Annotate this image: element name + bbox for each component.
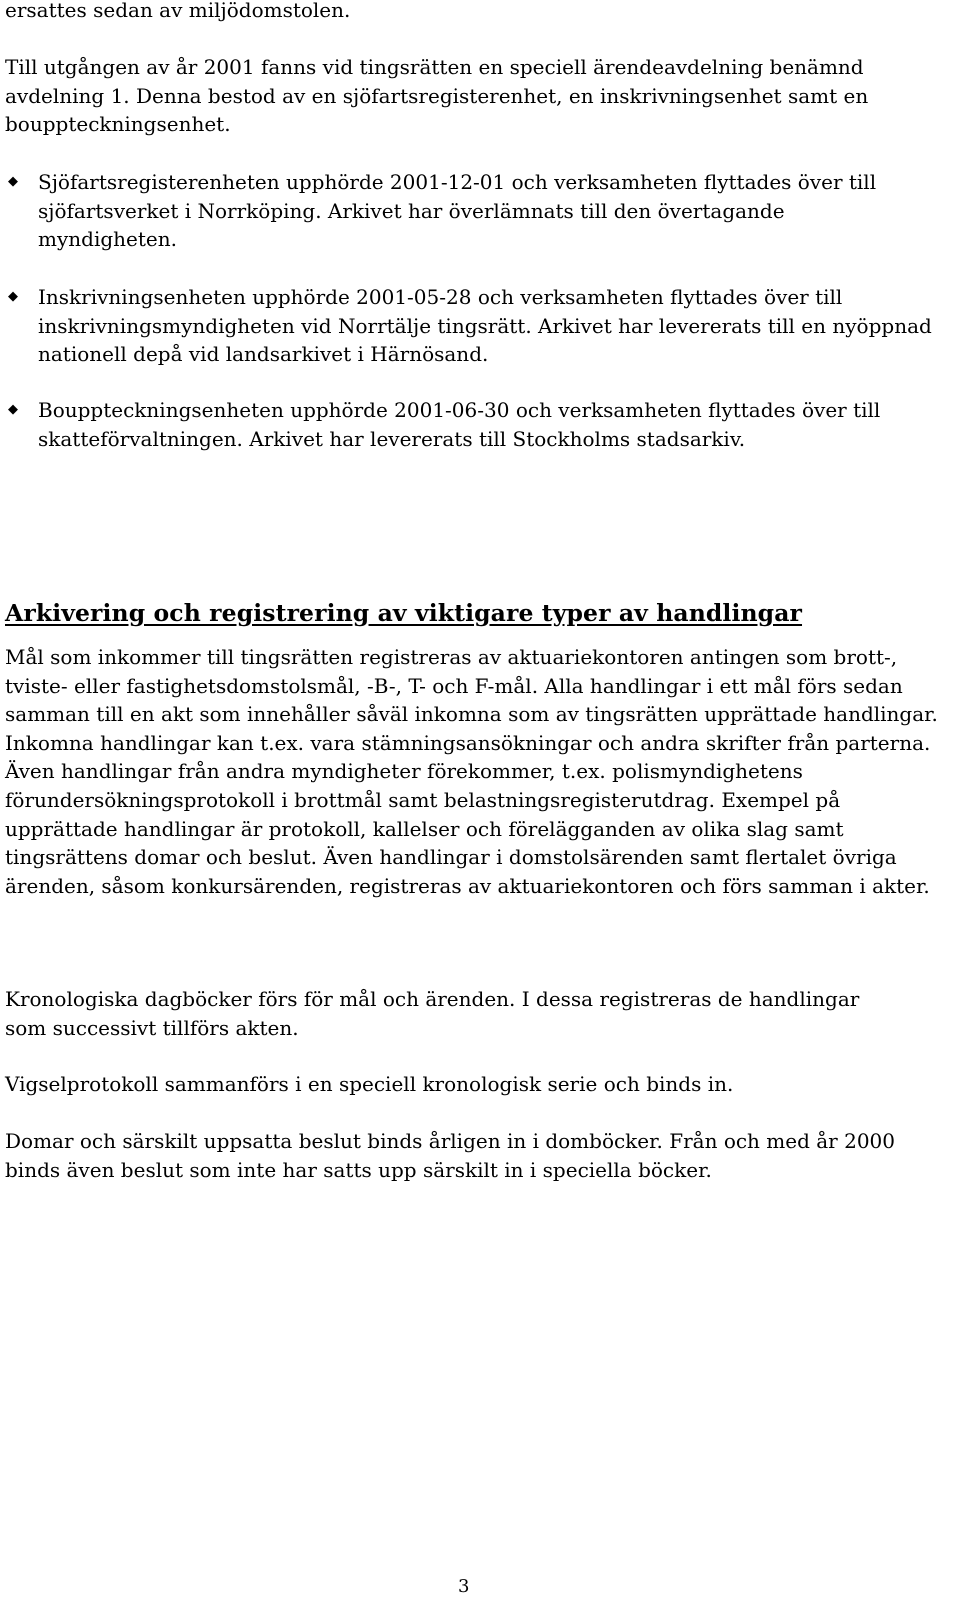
diamond-bullet-icon: ◆ — [8, 174, 18, 189]
section-heading: Arkivering och registrering av viktigare typer av handlingar — [5, 598, 803, 627]
diamond-bullet-icon: ◆ — [8, 289, 18, 304]
paragraph-mal: Mål som inkommer till tingsrätten registreras av aktuariekontoren antingen som brott-, tviste- eller fastighetsdomstolsmål, -B-, T- och F-mål. Alla handlingar i ett mål förs sedan samman till en akt som innehåller såväl inkomna som av tingsrätten upprättade handlingar. Inkomna handlingar kan t.ex. vara stämningsansökningar och andra skrifter från parterna. Även handlingar från andra myndigheter förekommer, t.ex. polismyndighetens förundersökningsprotokoll i brottmål samt belastningsregisterutdrag. Exempel på upprättade handlingar är protokoll, kallelser och förelägganden av olika slag samt tingsrättens domar och beslut. Även handlingar i domstolsärenden samt flertalet övriga ärenden, såsom konkursärenden, registreras av aktuariekontoren och förs samman i akter. — [5, 645, 938, 898]
bullet-text: Inskrivningsenheten upphörde 2001-05-28 och verksamheten flyttades över till inskrivningsmyndigheten vid Norrtälje tingsrätt. Arkivet har levererats till en nyöppnad nationell depå vid landsarkivet i Härnösand. — [38, 285, 932, 367]
paragraph-avdelning: Till utgången av år 2001 fanns vid tingsrätten en speciell ärendeavdelning benämnd avdelning 1. Denna bestod av en sjöfartsregisterenhet, en inskrivningsenhet samt en bouppteckningsenhet. — [5, 55, 869, 137]
paragraph-vigselprotokoll: Vigselprotokoll sammanförs i en speciell kronologisk serie och binds in. — [5, 1072, 734, 1096]
intro-fragment: ersattes sedan av miljödomstolen. — [5, 0, 351, 22]
paragraph-domar: Domar och särskilt uppsatta beslut binds årligen in i domböcker. Från och med år 2000 binds även beslut som inte har satts upp särskilt in i speciella böcker. — [5, 1129, 895, 1182]
diamond-bullet-icon: ◆ — [8, 402, 18, 417]
paragraph-dagbocker: Kronologiska dagböcker förs för mål och ärenden. I dessa registreras de handlingar som successivt tillförs akten. — [5, 987, 860, 1040]
page-number: 3 — [458, 1576, 470, 1597]
bullet-text: Bouppteckningsenheten upphörde 2001-06-30 och verksamheten flyttades över till skatteförvaltningen. Arkivet har levererats till Stockholms stadsarkiv. — [38, 398, 881, 451]
bullet-text: Sjöfartsregisterenheten upphörde 2001-12-01 och verksamheten flyttades över till sjöfartsverket i Norrköping. Arkivet har överlämnats till den övertagande myndigheten. — [38, 170, 877, 252]
